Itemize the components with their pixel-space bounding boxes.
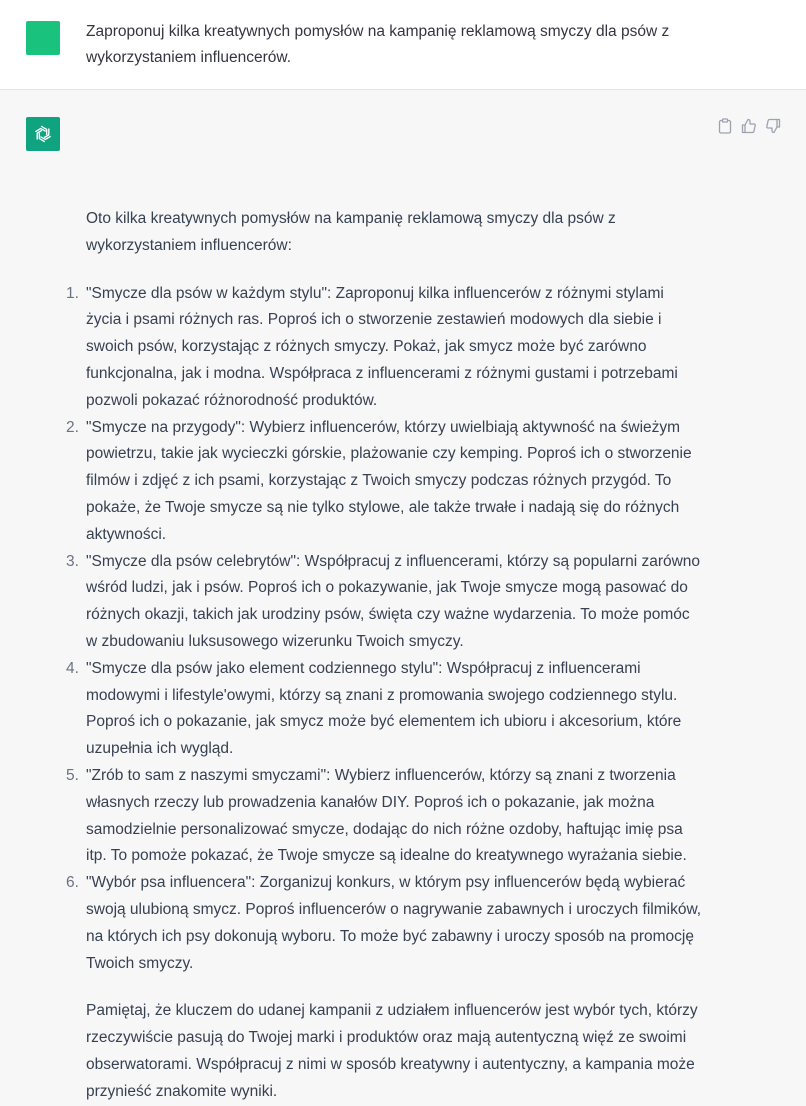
- message-actions: [716, 117, 782, 135]
- list-item-number: 4.: [66, 659, 79, 677]
- list-item-number: 5.: [66, 766, 79, 784]
- list-item-text: "Wybór psa influencera": Zorganizuj konkurs, w którym psy influencerów będą wybierać swoją ulubioną smycz. Poproś influencerów o nagrywanie zabawnych i uroczych filmików, na których ich psy dokonują wyboru. To może być zabawny i uroczy sposób na promocję Twoich smyczy.: [86, 874, 702, 972]
- assistant-outro: Pamiętaj, że kluczem do udanej kampanii z udziałem influencerów jest wybór tych, którzy rzeczywiście pasują do Twojej marki i produktów oraz mają autentyczną więź ze swoimi obserwatorami. Współpracuj z nimi w sposób kreatywny i autentyczny, a kampania może przynieść znakomite wyniki.: [86, 1002, 698, 1100]
- list-item: [66, 549, 702, 656]
- list-item: [66, 763, 702, 870]
- user-avatar: [26, 21, 60, 55]
- list-item-text: "Smycze dla psów w każdym stylu": Zaproponuj kilka influencerów z różnymi stylami życia i psami różnych ras. Poproś ich o stworzenie zestawień modowych dla siebie i swoich psów, korzystając z różnych smyczy. Pokaż, jak smycz może być zarówno funkcjonalna, jak i modna. Współpraca z influencerami z różnymi gustami i potrzebami pozwoli pokazać różnorodność produktów.: [86, 284, 678, 409]
- list-item-number: 2.: [66, 418, 79, 436]
- list-item-text: "Smycze dla psów celebrytów": Współpracuj z influencerami, którzy są popularni zarówno wśród ludzi, jak i psów. Poproś ich o pokazywanie, jak Twoje smycze mogą pasować do różnych okazji, takich jak urodziny psów, święta czy ważne wydarzenia. To może pomóc w zbudowaniu luksusowego wizerunku Twoich smyczy.: [86, 552, 701, 650]
- thumbs-up-icon[interactable]: [740, 117, 758, 135]
- list-item-number: 1.: [66, 284, 79, 302]
- list-item-text: "Smycze na przygody": Wybierz influencerów, którzy uwielbiają aktywność na świeżym powietrzu, takie jak wycieczki górskie, plażowanie czy kemping. Poproś ich o stworzenie filmów i zdjęć z ich psami, korzystając z Twoich smyczy podczas różnych przygód. To pokaże, że Twoje smycze są nie tylko stylowe, ale także trwałe i nadają się do różnych aktywności.: [86, 418, 692, 543]
- thumbs-down-icon[interactable]: [764, 117, 782, 135]
- list-item-number: 6.: [66, 874, 79, 892]
- assistant-message-content: [66, 206, 702, 1106]
- user-message: [0, 0, 806, 90]
- openai-logo-icon: [26, 117, 60, 151]
- list-item-text: "Smycze dla psów jako element codziennego stylu": Współpracuj z influencerami modowymi i lifestyle'owymi, którzy są znani z promowania swojego codziennego stylu. Poproś ich o pokazanie, jak smycz może być elementem ich ubioru i akcesorium, które uzupełnia ich wygląd.: [86, 659, 682, 758]
- user-message-text: Zaproponuj kilka kreatywnych pomysłów na kampanię reklamową smyczy dla psów z wykorzystaniem influencerów.: [86, 23, 670, 66]
- list-item: [66, 281, 702, 415]
- list-item-text: "Zrób to sam z naszymi smyczami": Wybierz influencerów, którzy są znani z tworzenia własnych rzeczy lub prowadzenia kanałów DIY. Poproś ich o pokazanie, jak można samodzielnie personalizować smycze, dodając do nich różne ozdoby, haftując imię psa itp. To pomoże pokazać, że Twoje smycze są idealne do kreatywnego wyrażania siebie.: [86, 766, 687, 865]
- clipboard-icon[interactable]: [716, 117, 734, 135]
- assistant-intro: Oto kilka kreatywnych pomysłów na kampanię reklamową smyczy dla psów z wykorzystaniem influencerów:: [86, 210, 616, 254]
- list-item-number: 3.: [66, 552, 79, 570]
- ideas-list: [66, 281, 702, 978]
- list-item: [66, 415, 702, 549]
- list-item: [66, 656, 702, 763]
- list-item: [66, 870, 702, 977]
